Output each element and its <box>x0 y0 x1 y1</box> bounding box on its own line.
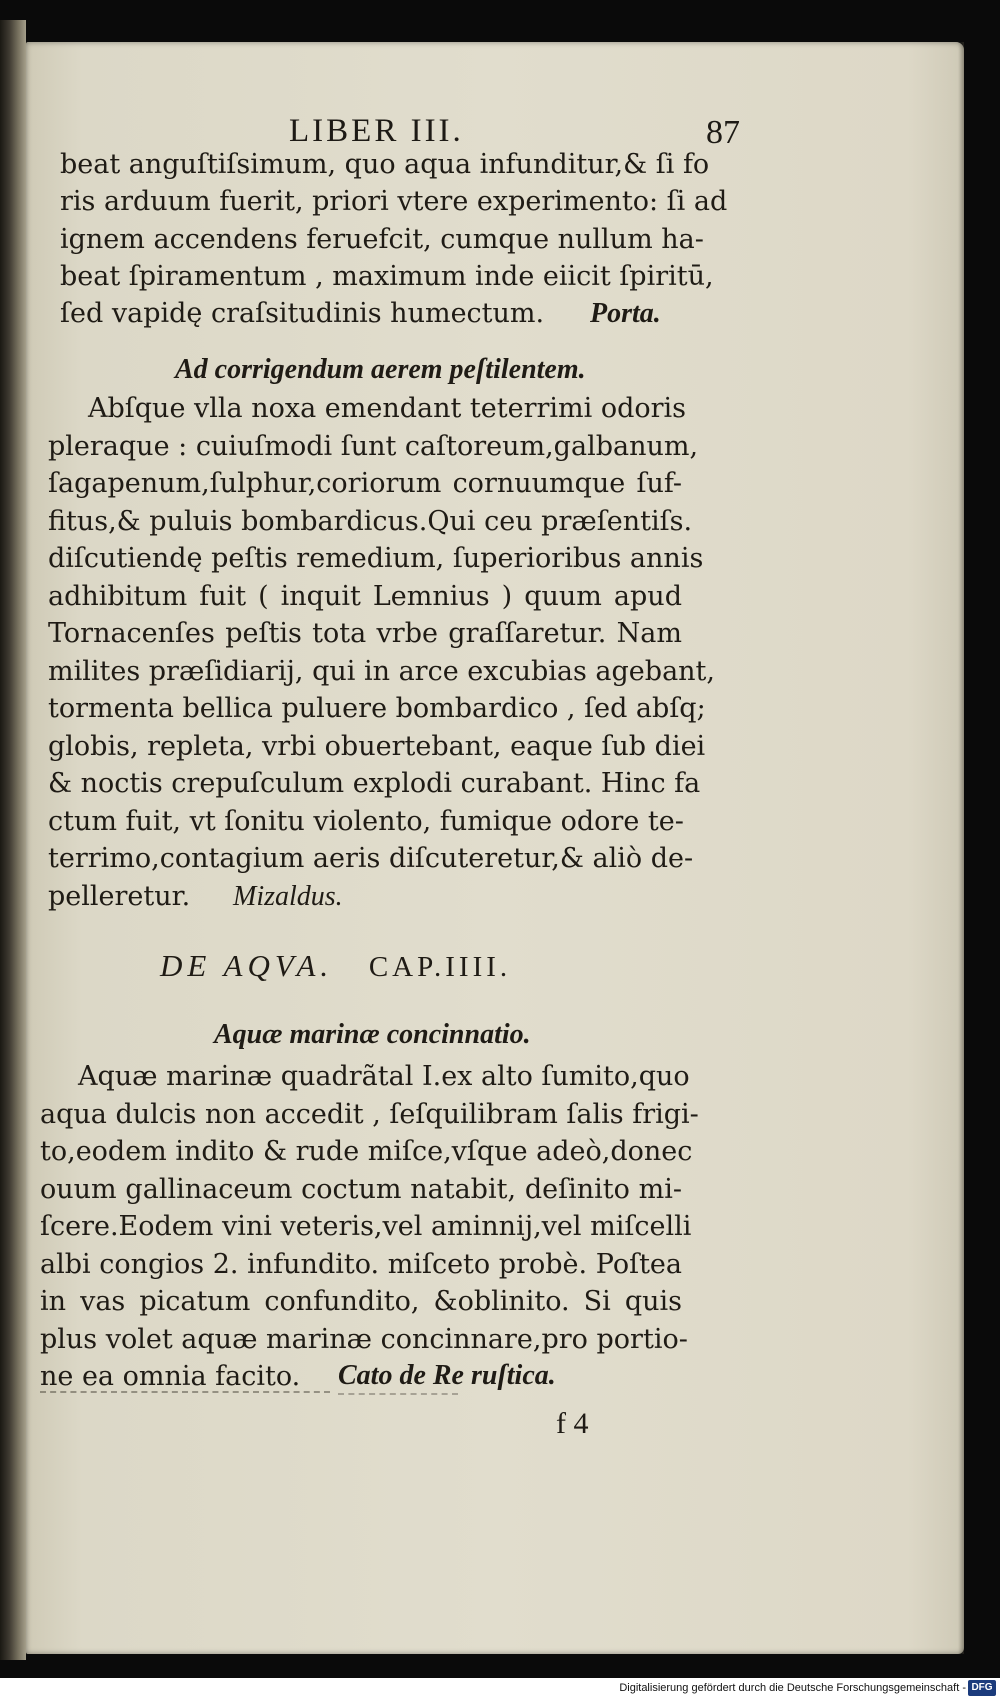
text-line: albi congios 2. infundito. miſceto probè. Poſtea <box>40 1249 682 1280</box>
text-line: diſcutiendę peſtis remedium, ſuperioribus annis <box>48 543 704 574</box>
text-line: ctum fuit, vt ſonitu violento, fumique odore te- <box>48 806 684 837</box>
text-line: ſed vapidę craſsitudinis humectum. <box>60 298 545 329</box>
text-line: Abſque vlla noxa emendant teterrimi odoris <box>88 393 687 424</box>
text-line: ſcere.Eodem vini veteris,vel aminnij,vel miſcelli <box>40 1211 692 1242</box>
text-line: fitus,& puluis bombardicus.Qui ceu præſentiſs. <box>48 506 693 537</box>
text-line: beat anguſtiſsimum, quo aqua infunditur,& ſi fo <box>60 149 710 180</box>
funding-credit: Digitalisierung gefördert durch die Deutsche Forschungsgemeinschaft - <box>619 1682 966 1694</box>
text-line: Tornacenſes peſtis tota vrbe graſſaretur. Nam <box>48 618 682 649</box>
text-line: pelleretur. <box>48 881 191 912</box>
section-title-pestilent-air: Ad corrigendum aerem peſtilentem. <box>175 354 586 385</box>
chapter-heading <box>160 944 511 990</box>
text-line: adhibitum fuit ( inquit Lemnius ) quum apud <box>48 581 682 612</box>
page-edge-shadow <box>958 42 964 1654</box>
text-line: globis, repleta, vrbi obuertebant, eaque ſub diei <box>48 731 706 762</box>
dashed-rule <box>338 1393 458 1395</box>
chapter-number: CAP.IIII. <box>368 951 512 983</box>
author-cato: Cato de Re ruſtica. <box>338 1360 556 1391</box>
text-line: ouum gallinaceum coctum natabit, deſinito mi- <box>40 1174 682 1205</box>
text-line: tormenta bellica puluere bombardico , ſed abſq; <box>48 693 706 724</box>
text-line: plus volet aquæ marinæ concinnare,pro portio- <box>40 1324 688 1355</box>
chapter-title: DE AQVA. <box>160 948 334 983</box>
text-line: ris arduum fuerit, priori vtere experimento: ſi ad <box>60 186 728 217</box>
text-line: beat ſpiramentum , maximum inde eiicit ſpiritū, <box>60 261 714 292</box>
text-line: & noctis crepuſculum explodi curabant. Hinc fa <box>48 768 701 799</box>
text-line: ignem accendens feruefcit, cumque nullum ha- <box>60 224 704 255</box>
author-mizaldus: Mizaldus. <box>233 881 343 912</box>
book-gutter <box>0 20 26 1660</box>
text-line: pleraque : cuiuſmodi ſunt caſtoreum,galbanum, <box>48 431 699 462</box>
dfg-logo: DFG <box>968 1680 996 1696</box>
text-line: ne ea omnia facito. <box>40 1361 301 1392</box>
text-line: aqua dulcis non accedit , ſeſquilibram ſalis frigi- <box>40 1099 699 1130</box>
credit-bar <box>0 1678 1000 1699</box>
text-line: in vas picatum confundito, &oblinito. Si quis <box>40 1286 682 1317</box>
text-line: ſagapenum,ſulphur,coriorum cornuumque ſuf- <box>48 468 682 499</box>
text-line: Aquæ marinæ quadrãtal I.ex alto ſumito,quo <box>78 1061 690 1092</box>
dashed-rule <box>40 1391 330 1393</box>
text-line: terrimo,contagium aeris diſcuteretur,& aliò de- <box>48 843 694 874</box>
text-line: milites præſidiarij, qui in arce excubias agebant, <box>48 656 715 687</box>
text-line: to,eodem indito & rude miſce,vſque adeò,donec <box>40 1136 693 1167</box>
section-title-sea-water: Aquæ marinæ concinnatio. <box>214 1019 531 1050</box>
page-number: 87 <box>706 114 740 151</box>
running-head: LIBER III. <box>289 113 464 149</box>
author-porta: Porta. <box>590 298 661 329</box>
gathering-signature: f 4 <box>556 1407 589 1440</box>
